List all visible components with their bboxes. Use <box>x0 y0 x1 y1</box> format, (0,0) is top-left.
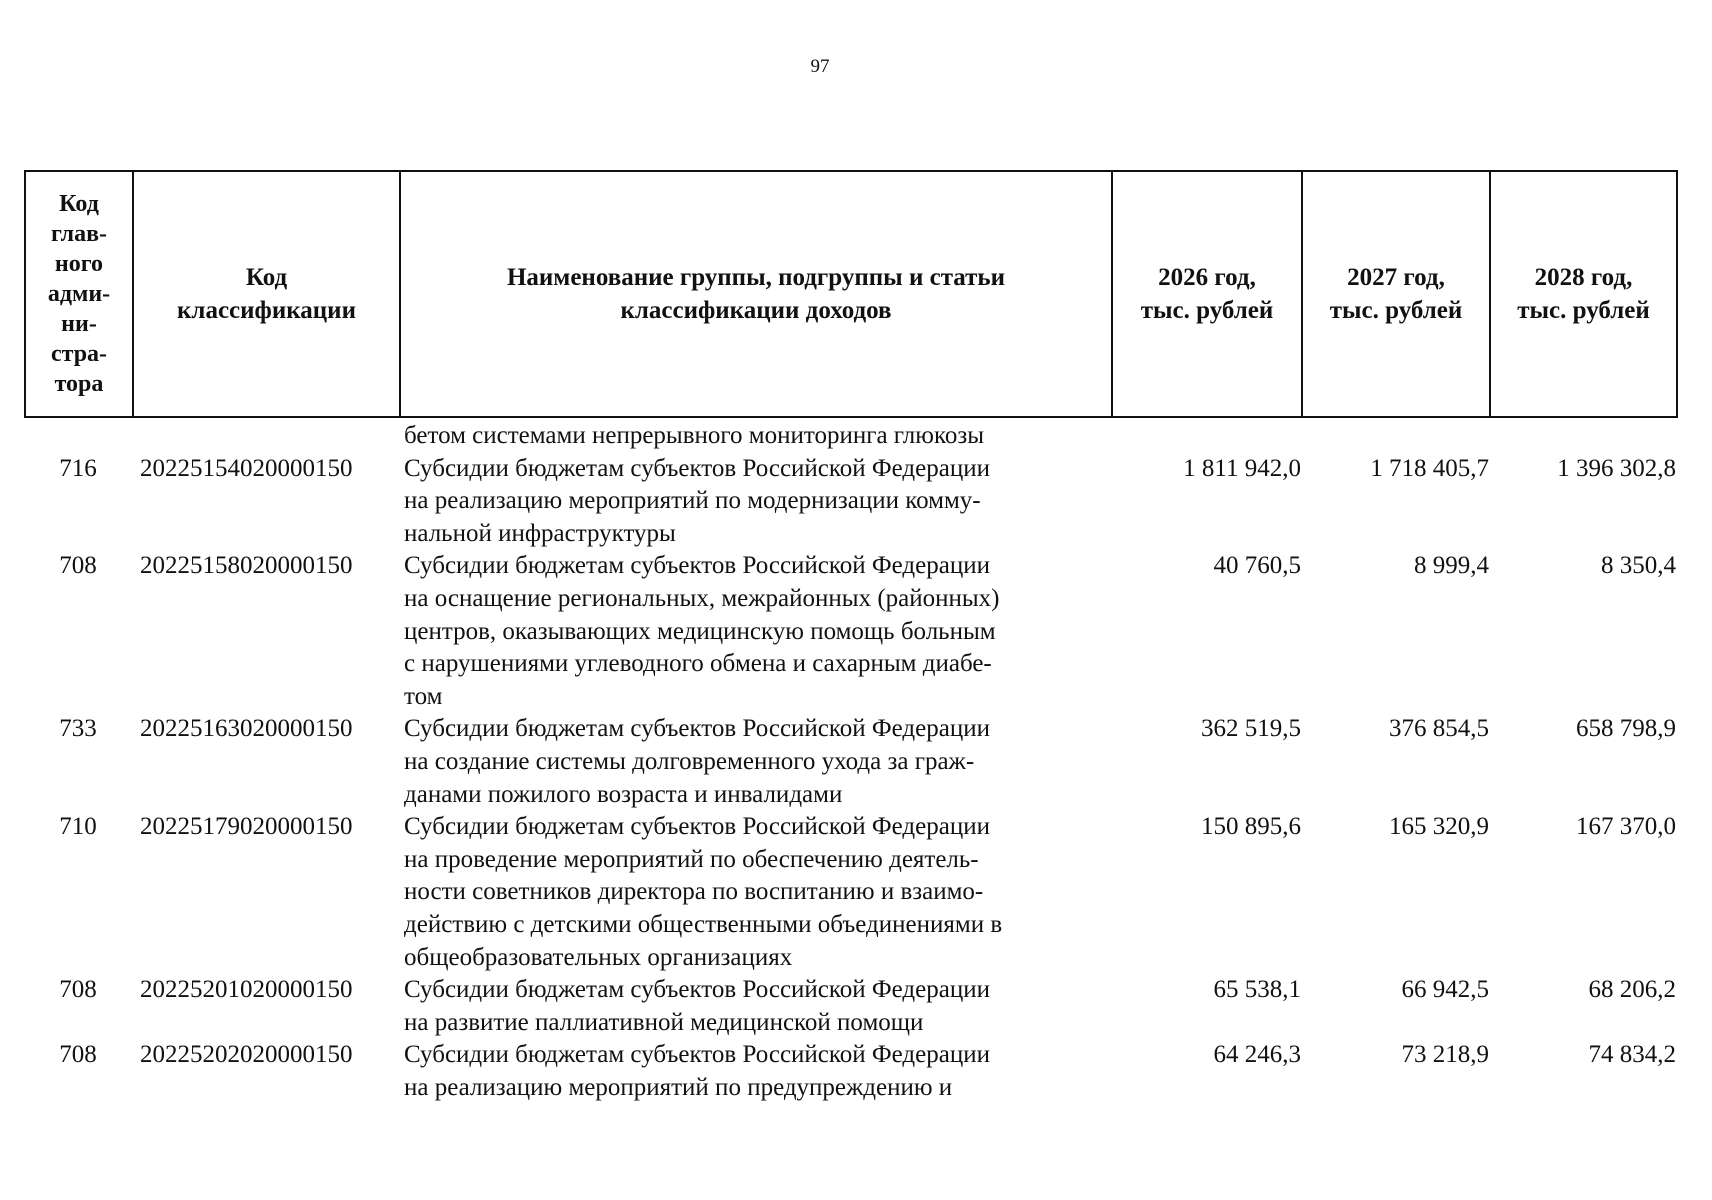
header-classification-code <box>133 171 400 417</box>
value-2028-cell: 8 350,4 <box>1601 552 1676 580</box>
income-name-cell <box>399 420 1111 453</box>
header-line: классификации <box>177 297 356 324</box>
income-name-line: на реализацию мероприятий по предупреждению и <box>404 1073 953 1101</box>
header-line: тыс. рублей <box>1140 297 1274 324</box>
income-name-line: Субсидии бюджетам субъектов Российской Федерации <box>404 552 990 580</box>
admin-code-cell: 716 <box>59 454 97 482</box>
income-name-line: с нарушениями углеводного обмена и сахарным диабе- <box>404 650 992 678</box>
header-line: стра- <box>50 341 108 367</box>
value-2028-cell: 658 798,9 <box>1576 715 1676 743</box>
income-name-line: на развитие паллиативной медицинской помощи <box>404 1008 924 1036</box>
income-name-line: нальной инфраструктуры <box>404 519 676 547</box>
admin-code-cell: 708 <box>59 552 97 580</box>
value-2028-cell <box>1489 420 1676 453</box>
header-line: адми- <box>47 281 111 307</box>
income-name-cell <box>399 1039 1111 1104</box>
income-name-cell <box>399 974 1111 1039</box>
classification-code-cell: 20225179020000150 <box>140 813 353 841</box>
table-row <box>24 420 1656 453</box>
page-number: 97 <box>810 56 830 77</box>
income-name-line: Субсидии бюджетам субъектов Российской Федерации <box>404 976 990 1004</box>
value-2026-cell: 150 895,6 <box>1201 813 1301 841</box>
income-name-cell <box>399 550 1111 713</box>
header-line: ни- <box>61 311 97 337</box>
value-2026-cell: 64 246,3 <box>1213 1041 1301 1069</box>
value-2027-cell: 1 718 405,7 <box>1370 454 1489 482</box>
income-name-line: на проведение мероприятий по обеспечению деятель- <box>404 845 979 873</box>
value-2027-cell: 376 854,5 <box>1389 715 1489 743</box>
income-name-cell <box>399 811 1111 974</box>
income-name-cell <box>399 713 1111 811</box>
admin-code-cell: 708 <box>59 1041 97 1069</box>
header-line: 2027 год, <box>1347 264 1445 291</box>
income-name-line: том <box>404 682 443 710</box>
classification-code-cell <box>132 420 399 453</box>
header-year-2028 <box>1490 171 1677 417</box>
value-2028-cell: 167 370,0 <box>1576 813 1676 841</box>
classification-code-cell: 20225154020000150 <box>140 454 353 482</box>
value-2026-cell: 40 760,5 <box>1213 552 1301 580</box>
income-name-line: бетом системами непрерывного мониторинга глюкозы <box>404 422 984 449</box>
classification-code-cell: 20225158020000150 <box>140 552 353 580</box>
income-name-line: Субсидии бюджетам субъектов Российской Федерации <box>404 1041 990 1069</box>
table-body <box>24 420 1676 1104</box>
income-name-line: на оснащение региональных, межрайонных (районных) <box>404 584 1000 612</box>
admin-code-cell: 708 <box>59 976 97 1004</box>
header-line: 2028 год, <box>1534 264 1633 291</box>
header-year-2027 <box>1302 171 1490 417</box>
income-name-line: Субсидии бюджетам субъектов Российской Федерации <box>404 715 990 743</box>
header-line: Код <box>245 264 288 291</box>
income-name-cell <box>399 453 1111 551</box>
value-2027-cell: 66 942,5 <box>1401 976 1489 1004</box>
table-row <box>24 974 1676 1039</box>
header-line: тыс. рублей <box>1517 297 1650 324</box>
value-2027-cell <box>1301 420 1489 453</box>
value-2027-cell: 73 218,9 <box>1401 1041 1489 1069</box>
admin-code-cell: 710 <box>59 813 97 841</box>
classification-code-cell: 20225201020000150 <box>140 976 353 1004</box>
header-line: тыс. рублей <box>1329 297 1463 324</box>
value-2027-cell: 165 320,9 <box>1389 813 1489 841</box>
header-line: ного <box>54 251 104 277</box>
header-admin-code <box>25 171 133 417</box>
header-line: Наименование группы, подгруппы и статьи <box>506 264 1006 291</box>
income-name-line: центров, оказывающих медицинскую помощь больным <box>404 617 996 645</box>
value-2027-cell: 8 999,4 <box>1414 552 1489 580</box>
income-name-line: действию с детскими общественными объединениями в <box>404 910 1003 938</box>
income-name-line: Субсидии бюджетам субъектов Российской Федерации <box>404 454 990 482</box>
header-line: классификации доходов <box>620 297 892 324</box>
income-name-line: данами пожилого возраста и инвалидами <box>404 780 843 808</box>
classification-code-cell: 20225163020000150 <box>140 715 353 743</box>
value-2026-cell <box>1111 420 1301 453</box>
value-2026-cell: 1 811 942,0 <box>1183 454 1301 482</box>
header-line: Код <box>59 191 99 217</box>
header-line: глав- <box>50 221 108 247</box>
income-name-line: Субсидии бюджетам субъектов Российской Федерации <box>404 813 990 841</box>
header-year-2026 <box>1112 171 1302 417</box>
table-row <box>24 453 1676 551</box>
table-header <box>24 170 1678 418</box>
table-row <box>24 1039 1676 1104</box>
income-name-line: на реализацию мероприятий по модернизации комму- <box>404 487 981 515</box>
value-2028-cell: 74 834,2 <box>1588 1041 1676 1069</box>
table-row <box>24 811 1676 974</box>
value-2028-cell: 1 396 302,8 <box>1557 454 1676 482</box>
value-2026-cell: 65 538,1 <box>1213 976 1301 1004</box>
table-row <box>24 713 1676 811</box>
classification-code-cell: 20225202020000150 <box>140 1041 353 1069</box>
header-line: 2026 год, <box>1158 264 1256 291</box>
admin-code-cell <box>24 420 132 453</box>
header-income-name <box>400 171 1112 417</box>
admin-code-cell: 733 <box>59 715 97 743</box>
value-2028-cell: 68 206,2 <box>1588 976 1676 1004</box>
income-name-line: ности советников директора по воспитанию и взаимо- <box>404 878 984 906</box>
income-name-line: на создание системы долговременного ухода за граж- <box>404 747 975 775</box>
header-line: тора <box>54 371 104 397</box>
income-name-line: общеобразовательных организациях <box>404 943 793 971</box>
value-2026-cell: 362 519,5 <box>1201 715 1301 743</box>
table-row <box>24 550 1676 713</box>
